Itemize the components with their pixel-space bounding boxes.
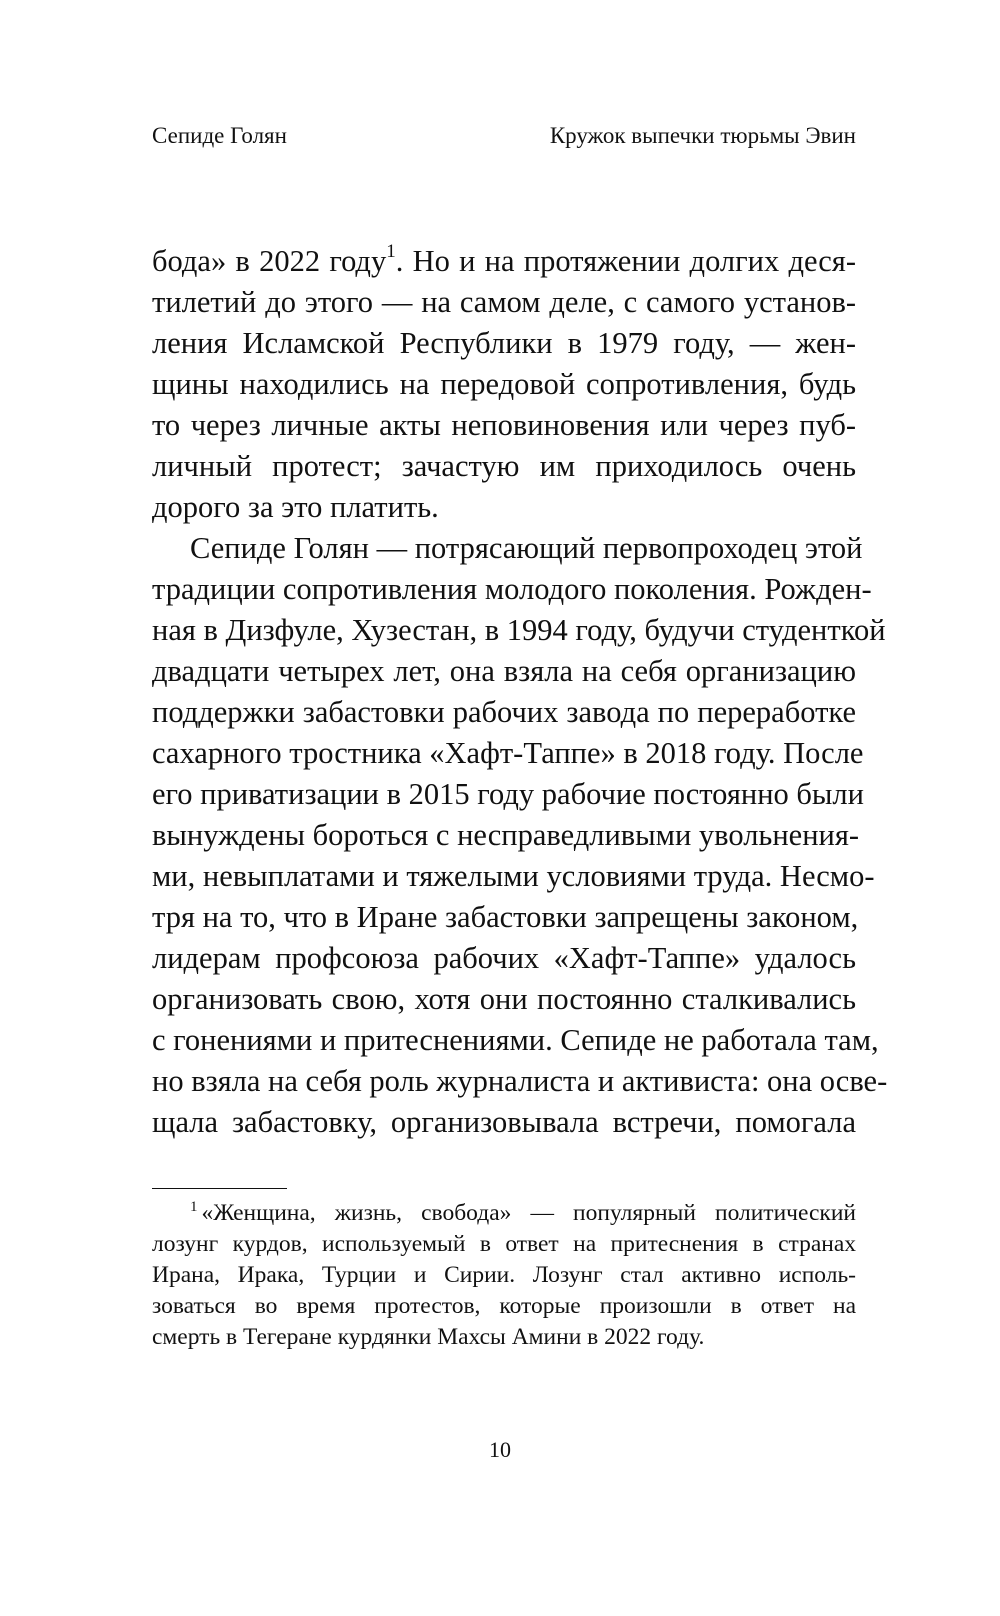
- text-line: поддержки забастовки рабочих завода по переработке: [152, 695, 856, 729]
- footnote-line: зоваться во время протестов, которые произошли в ответ на: [152, 1293, 856, 1319]
- text-line: щала забастовку, организовывала встречи, помогала: [152, 1105, 856, 1139]
- text-line: двадцати четырех лет, она взяла на себя организацию: [152, 654, 856, 688]
- text-line: ная в Дизфуле, Хузестан, в 1994 году, будучи студенткой: [152, 613, 886, 647]
- text-line: то через личные акты неповиновения или через пуб-: [152, 408, 856, 442]
- text-line: организовать свою, хотя они постоянно сталкивались: [152, 982, 856, 1016]
- footnote-marker: 1: [190, 1199, 198, 1215]
- header-book-title: Кружок выпечки тюрьмы Эвин: [549, 123, 856, 148]
- page-number: 10: [489, 1437, 511, 1462]
- footnote-separator: [152, 1188, 287, 1189]
- text-line: вынуждены бороться с несправедливыми увольнения-: [152, 818, 860, 852]
- text-line: ления Исламской Республики в 1979 году, — жен-: [152, 326, 856, 360]
- footnote-line: лозунг курдов, используемый в ответ на притеснения в странах: [152, 1231, 856, 1257]
- footnote-line: смерть в Тегеране курдянки Махсы Амини в 2022 году.: [152, 1324, 705, 1350]
- text-line: сахарного тростника «Хафт-Таппе» в 2018 году. После: [152, 736, 864, 770]
- footnote: [152, 1198, 856, 1353]
- text-line: лидерам профсоюза рабочих «Хафт-Таппе» удалось: [152, 941, 856, 975]
- running-header: [152, 120, 856, 152]
- text-line: его приватизации в 2015 году рабочие постоянно были: [152, 777, 864, 811]
- text-line: личный протест; зачастую им приходилось очень: [152, 449, 856, 483]
- text-line: но взяла на себя роль журналиста и активиста: она осве-: [152, 1064, 888, 1098]
- text-line: дорого за это платить.: [152, 490, 439, 524]
- text-line: тилетий до этого — на самом деле, с самого установ-: [152, 285, 856, 319]
- text-line: тря на то, что в Иране забастовки запрещены законом,: [152, 900, 859, 934]
- text-line: с гонениями и притеснениями. Сепиде не работала там,: [152, 1023, 879, 1057]
- main-text: [152, 240, 888, 1143]
- text-line: традиции сопротивления молодого поколения. Рожден-: [152, 572, 872, 606]
- footnote-line: $^1$ «Женщина, жизнь, свобода» — популярный политический: [190, 1199, 856, 1226]
- text-line: щины находились на передовой сопротивления, будь: [152, 367, 856, 401]
- footnote-line: Ирана, Ирака, Турции и Сирии. Лозунг стал активно исполь-: [152, 1262, 856, 1288]
- text-line: ми, невыплатами и тяжелыми условиями труда. Несмо-: [152, 859, 875, 893]
- footnote-reference[interactable]: 1: [386, 240, 396, 262]
- text-line: бода» в 2022 году$^1$. Но и на протяжении долгих деся-: [152, 240, 856, 278]
- header-author: Сепиде Голян: [152, 123, 287, 148]
- text-line: Сепиде Голян — потрясающий первопроходец этой: [190, 531, 863, 565]
